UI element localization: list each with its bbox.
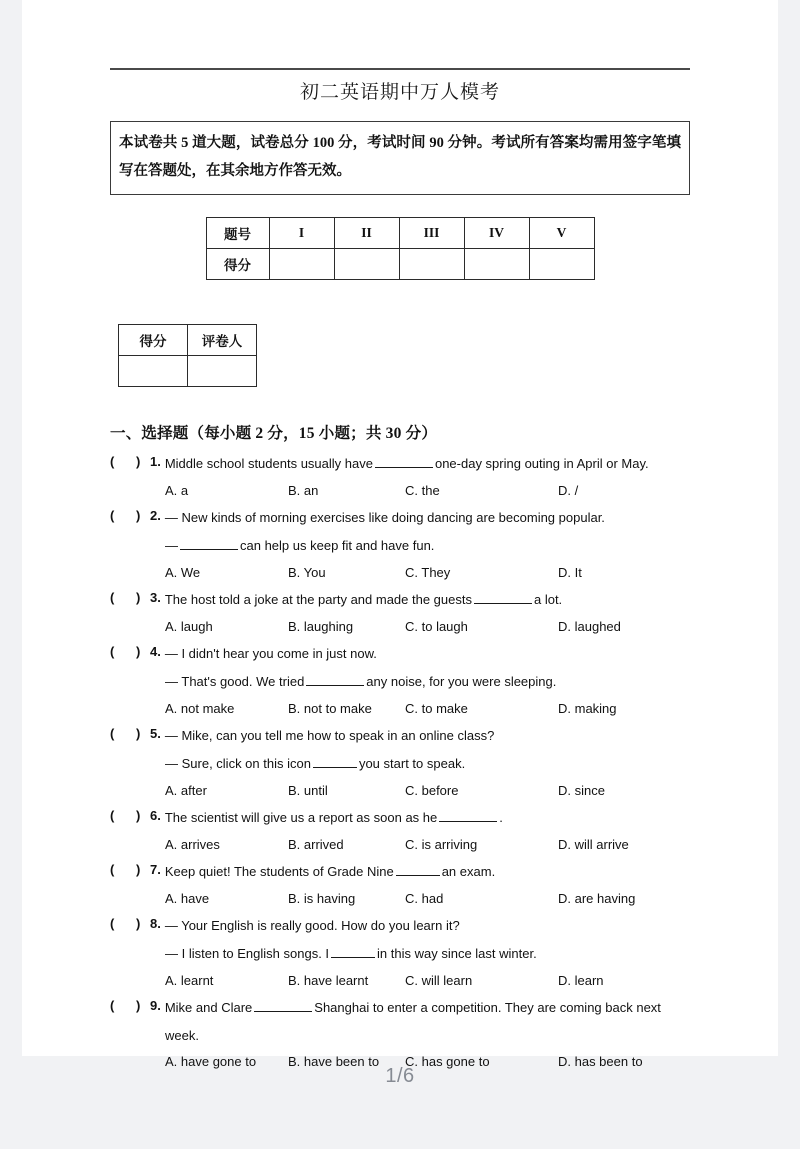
cont-before: — That's good. We tried	[165, 674, 305, 690]
question-continuation	[110, 537, 690, 565]
stem-before: The host told a joke at the party and made the guests	[164, 592, 472, 608]
stem-after: .	[499, 809, 503, 825]
option-a[interactable]: A. a	[165, 483, 189, 499]
question-text	[165, 591, 690, 609]
option-b[interactable]: B. is having	[288, 890, 356, 906]
options-row	[110, 619, 690, 645]
option-c[interactable]: C. to make	[405, 700, 468, 716]
answer-blank[interactable]	[331, 945, 375, 958]
question-continuation	[110, 755, 690, 783]
question-3	[110, 591, 690, 645]
option-d[interactable]: D. laughed	[558, 619, 621, 635]
option-c[interactable]: C. is arriving	[405, 836, 478, 852]
question-stem	[110, 645, 690, 673]
answer-bracket[interactable]: ( )	[110, 454, 141, 470]
question-text	[165, 999, 690, 1017]
question-number: 5.	[150, 725, 161, 741]
question-number: 7.	[150, 861, 161, 877]
question-4	[110, 645, 690, 727]
cont-before: — Sure, click on this icon	[165, 755, 311, 771]
question-2	[110, 509, 690, 591]
option-a[interactable]: A. have gone to	[165, 1054, 257, 1070]
answer-blank[interactable]	[313, 755, 357, 768]
score-cell-2[interactable]	[334, 249, 399, 280]
answer-blank[interactable]	[306, 673, 364, 686]
option-b[interactable]: B. not to make	[288, 700, 372, 716]
option-a[interactable]: A. We	[165, 565, 201, 581]
question-text: — I didn't hear you come in just now.	[164, 646, 377, 662]
option-c[interactable]: C. had	[405, 890, 444, 906]
answer-blank[interactable]	[396, 863, 440, 876]
question-text	[165, 455, 690, 473]
stem-before: Middle school students usually have	[164, 456, 373, 472]
score-cell-4[interactable]	[464, 249, 529, 280]
option-c[interactable]: C. They	[405, 565, 451, 581]
stem-after: an exam.	[441, 863, 496, 879]
question-8	[110, 917, 690, 999]
question-1	[110, 455, 690, 509]
grader-table-score-label: 得分	[119, 325, 188, 356]
option-d[interactable]: D. has been to	[558, 1054, 643, 1070]
question-stem	[110, 591, 690, 619]
option-d[interactable]: D. since	[558, 782, 605, 798]
page-indicator: 1/6	[385, 1065, 415, 1087]
option-c[interactable]: C. before	[405, 782, 459, 798]
stem-after: Shanghai to enter a competition. They are coming back next	[314, 999, 661, 1015]
options-row	[110, 783, 690, 809]
score-table-section-2: II	[334, 218, 399, 249]
table-row	[119, 356, 257, 387]
answer-blank[interactable]	[474, 591, 532, 604]
question-text	[165, 809, 690, 827]
question-stem	[110, 917, 690, 945]
stem-before: Mike and Clare	[164, 999, 253, 1015]
answer-bracket[interactable]: ( )	[110, 508, 141, 524]
exam-page-sheet	[22, 0, 778, 1070]
answer-bracket[interactable]: ( )	[110, 915, 141, 931]
cont-before: — I listen to English songs. I	[165, 945, 330, 961]
options-row	[110, 891, 690, 917]
grader-table-container	[110, 324, 690, 387]
answer-bracket[interactable]: ( )	[110, 644, 141, 660]
answer-blank[interactable]	[254, 999, 312, 1012]
option-d[interactable]: D. will arrive	[558, 836, 629, 852]
page-content	[110, 68, 690, 1080]
answer-blank[interactable]	[439, 809, 497, 822]
question-stem	[110, 727, 690, 755]
option-b[interactable]: B. You	[288, 565, 326, 581]
answer-bracket[interactable]: ( )	[110, 861, 141, 877]
cont-after: any noise, for you were sleeping.	[366, 674, 557, 690]
question-text: — Mike, can you tell me how to speak in an online class?	[164, 727, 495, 743]
question-stem	[110, 863, 690, 891]
question-stem	[110, 509, 690, 537]
score-table-section-3: III	[399, 218, 464, 249]
option-c[interactable]: C. to laugh	[405, 619, 468, 635]
options-row	[110, 973, 690, 999]
score-table-container	[110, 217, 690, 280]
answer-bracket[interactable]: ( )	[110, 725, 141, 741]
option-a[interactable]: A. learnt	[165, 972, 214, 988]
question-stem	[110, 999, 690, 1027]
question-number: 3.	[150, 590, 161, 606]
question-text	[165, 863, 690, 881]
options-row	[110, 483, 690, 509]
table-row	[206, 218, 594, 249]
question-continuation	[110, 673, 690, 701]
options-row	[110, 701, 690, 727]
answer-blank[interactable]	[180, 537, 238, 550]
option-a[interactable]: A. after	[165, 782, 207, 798]
option-d[interactable]: D. /	[558, 483, 579, 499]
option-c[interactable]: C. the	[405, 483, 440, 499]
question-text: — Your English is really good. How do you learn it?	[164, 917, 460, 933]
option-b[interactable]: B. until	[288, 782, 328, 798]
option-c[interactable]: C. will learn	[405, 972, 473, 988]
option-a[interactable]: A. arrives	[165, 836, 220, 852]
grader-table-grader-label: 评卷人	[188, 325, 257, 356]
question-number: 2.	[150, 508, 161, 524]
question-wrap-line: week.	[165, 1027, 199, 1043]
answer-bracket[interactable]: ( )	[110, 997, 141, 1013]
option-c[interactable]: C. has gone to	[405, 1054, 490, 1070]
option-d[interactable]: D. It	[558, 565, 582, 581]
grader-table	[118, 324, 257, 387]
table-row	[206, 249, 594, 280]
option-d[interactable]: D. learn	[558, 972, 604, 988]
stem-before: Keep quiet! The students of Grade Nine	[164, 863, 394, 879]
option-d[interactable]: D. making	[558, 700, 617, 716]
options-row	[110, 837, 690, 863]
cont-after: you start to speak.	[358, 755, 466, 771]
stem-after: one-day spring outing in April or May.	[434, 456, 649, 472]
answer-bracket[interactable]: ( )	[110, 807, 141, 823]
option-b[interactable]: B. arrived	[288, 836, 344, 852]
question-number: 9.	[150, 997, 161, 1013]
header-rule	[110, 68, 690, 70]
question-stem	[110, 455, 690, 483]
section-heading: 一、选择题（每小题 2 分，15 小题；共 30 分）	[110, 425, 438, 443]
question-number: 8.	[150, 915, 161, 931]
answer-bracket[interactable]: ( )	[110, 590, 141, 606]
score-cell-3[interactable]	[399, 249, 464, 280]
stem-after: a lot.	[533, 592, 563, 608]
score-table-row-label-question-no: 题号	[206, 218, 269, 249]
score-cell-1[interactable]	[269, 249, 334, 280]
question-continuation	[110, 945, 690, 973]
table-row	[119, 325, 257, 356]
grader-score-cell[interactable]	[119, 356, 188, 387]
score-table-section-1: I	[269, 218, 334, 249]
option-b[interactable]: B. have learnt	[288, 972, 369, 988]
options-row	[110, 565, 690, 591]
option-b[interactable]: B. have been to	[288, 1054, 380, 1070]
question-number: 6.	[150, 807, 161, 823]
grader-name-cell[interactable]	[188, 356, 257, 387]
question-number: 4.	[150, 644, 161, 660]
question-7	[110, 863, 690, 917]
question-stem	[110, 809, 690, 837]
option-a[interactable]: A. laugh	[165, 619, 213, 635]
instruction-box	[110, 121, 690, 196]
answer-blank[interactable]	[375, 455, 433, 468]
score-cell-5[interactable]	[529, 249, 594, 280]
score-table-section-5: V	[529, 218, 594, 249]
option-a[interactable]: A. not make	[165, 700, 235, 716]
stem-before: The scientist will give us a report as soon as he	[164, 809, 438, 825]
score-table	[206, 217, 595, 280]
question-number: 1.	[150, 454, 161, 470]
instruction-text: 本试卷共 5 道大题，试卷总分 100 分，考试时间 90 分钟。考试所有答案均需用签字笔填写在答题处，在其余地方作答无效。	[119, 134, 681, 180]
score-table-section-4: IV	[464, 218, 529, 249]
page-title: 初二英语期中万人模考	[299, 82, 500, 103]
option-a[interactable]: A. have	[165, 890, 210, 906]
score-table-row-label-score: 得分	[206, 249, 269, 280]
cont-before: —	[165, 538, 178, 554]
question-text: — New kinds of morning exercises like doing dancing are becoming popular.	[164, 510, 605, 526]
option-b[interactable]: B. laughing	[288, 619, 354, 635]
question-5	[110, 727, 690, 809]
question-6	[110, 809, 690, 863]
cont-after: in this way since last winter.	[377, 945, 537, 961]
option-b[interactable]: B. an	[288, 483, 319, 499]
option-d[interactable]: D. are having	[558, 890, 636, 906]
cont-after: can help us keep fit and have fun.	[240, 538, 435, 554]
